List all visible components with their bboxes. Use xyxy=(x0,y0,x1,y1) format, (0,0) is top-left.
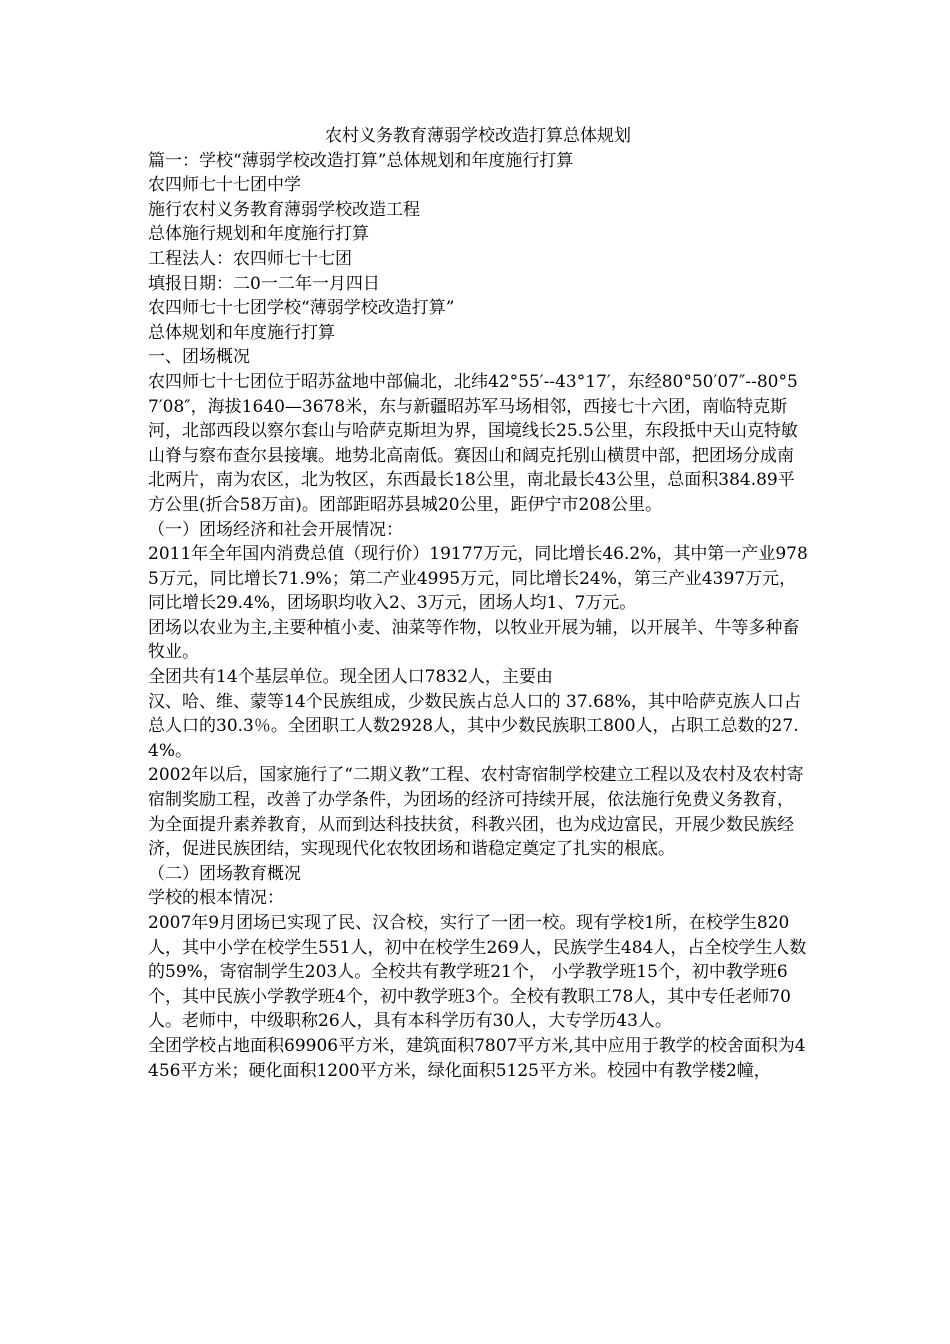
paragraph-economy-figures: 2011年全年国内消费总值（现行价）19177万元，同比增长46.2%，其中第一产业9785万元，同比增长71.9%；第二产业4995万元，同比增长24%，第三产业4397万元，同比增长29.4%，团场职均收入2、3万元，团场人均1、7万元。 xyxy=(148,544,808,614)
document-page xyxy=(148,124,808,1083)
paragraph-school-name: 农四师七十七团中学 xyxy=(148,175,301,196)
paragraph-subtitle-1: 农四师七十七团学校“薄弱学校改造打算” xyxy=(148,298,455,319)
paragraph-agriculture: 团场以农业为主,主要种植小麦、油菜等作物，以牧业开展为辅，以开展羊、牛等多种畜牧业。 xyxy=(148,617,800,663)
paragraph-plan-name: 总体施行规划和年度施行打算 xyxy=(148,224,369,245)
paragraph-school-statistics: 2007年9月团场已实现了民、汉合校，实行了一团一校。现有学校1所，在校学生820人，其中小学在校学生551人，初中在校学生269人，民族学生484人，占全校学生人数的59%，寄宿制学生203人。全校共有教学班21个， 小学教学班15个，初中教学班6个，其中民族小学教学班4个，初中教学班3个。全校有教职工78人，其中专任老师70人。老师中，中级职称26人，具有本科学历有30人，大专学历43人。 xyxy=(148,913,807,1032)
paragraph-heading-education: （二）团场教育概况 xyxy=(148,863,301,884)
paragraph-fill-date: 填报日期：二0一二年一月四日 xyxy=(148,273,380,294)
paragraph-education-projects: 2002年以后，国家施行了“二期义教”工程、农村寄宿制学校建立工程以及农村及农村寄宿制奖励工程，改善了办学条件，为团场的经济可持续开展，依法施行免费义务教育，为全面提升素养教育，从而到达科技扶贫，科教兴团，也为戍边富民，开展少数民族经济，促进民族团结，实现现代化农牧团场和谐稳定奠定了扎实的根底。 xyxy=(148,765,804,860)
paragraph-section-heading: 篇一：学校“薄弱学校改造打算”总体规划和年度施行打算 xyxy=(148,150,574,171)
paragraph-ethnic-groups: 汉、哈、维、蒙等14个民族组成，少数民族占总人口的 37.68%，其中哈萨克族人口占总人口的30.3％。全团职工人数2928人，其中少数民族职工800人，占职工总数的27.4%。 xyxy=(148,691,801,761)
paragraph-heading-overview: 一、团场概况 xyxy=(148,347,250,368)
paragraph-population-intro: 全团共有14个基层单位。现全团人口7832人，主要由 xyxy=(148,667,553,688)
document-title: 农村义务教育薄弱学校改造打算总体规划 xyxy=(325,126,631,146)
paragraph-school-basics-heading: 学校的根本情况： xyxy=(148,888,284,909)
paragraph-subtitle-2: 总体规划和年度施行打算 xyxy=(148,322,335,343)
paragraph-project-name: 施行农村义务教育薄弱学校改造工程 xyxy=(148,199,420,220)
paragraph-heading-economy: （一）团场经济和社会开展情况： xyxy=(148,519,403,540)
paragraph-school-facilities: 全团学校占地面积69906平方米，建筑面积7807平方米,其中应用于教学的校舍面积为4456平方米；硬化面积1200平方米，绿化面积5125平方米。校园中有教学楼2幢， xyxy=(148,1035,806,1081)
paragraph-geography: 农四师七十七团位于昭苏盆地中部偏北，北纬42°55′--43°17′，东经80°50′07″--80°57′08″，海拔1640—3678米，东与新疆昭苏军马场相邻，西接七十六团，南临特克斯河，北部西段以察尔套山与哈萨克斯坦为界，国境线长25.5公里，东段抵中天山克特敏山脊与察布查尔县接壤。地势北高南低。赛因山和阔克托别山横贯中部，把团场分成南北两片，南为农区，北为牧区，东西最长18公里，南北最长43公里，总面积384.89平方公里(折合58万亩)。团部距昭苏县城20公里，距伊宁市208公里。 xyxy=(148,371,798,515)
paragraph-project-owner: 工程法人：农四师七十七团 xyxy=(148,248,352,269)
